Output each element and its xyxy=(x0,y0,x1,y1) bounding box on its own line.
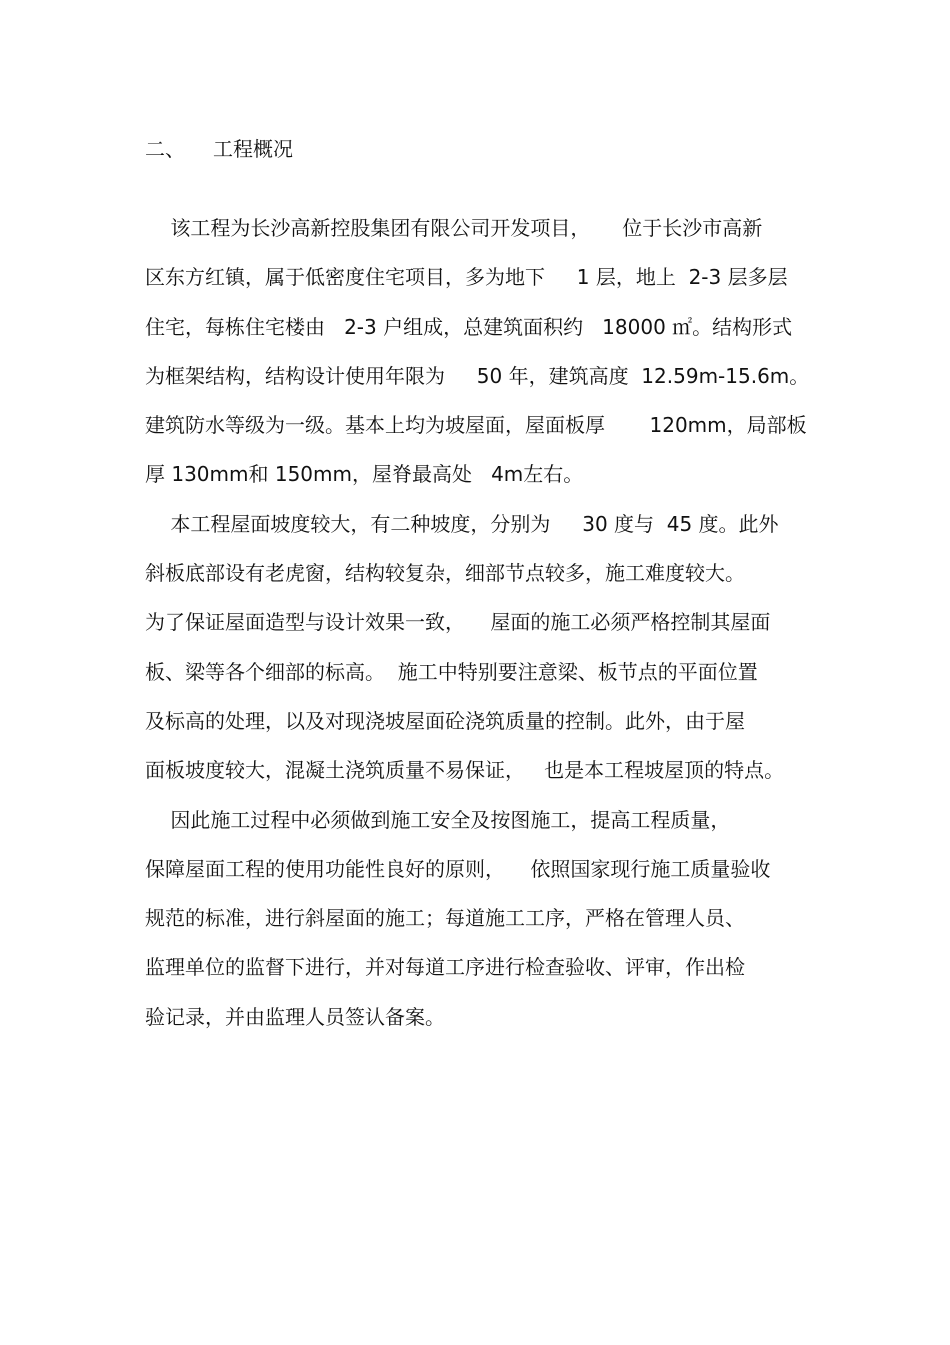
text-line: 监理单位的监督下进行，并对每道工序进行检查验收、评审，作出检 xyxy=(145,955,745,980)
text-line: 规范的标准，进行斜屋面的施工；每道施工工序，严格在管理人员、 xyxy=(145,906,745,931)
body-text xyxy=(145,210,815,1048)
text-line: 区东方红镇，属于低密度住宅项目，多为地下 1 层，地上 2-3 层多层 xyxy=(145,265,788,290)
text-line: 验记录，并由监理人员签认备案。 xyxy=(145,1004,445,1029)
section-number: 二、 xyxy=(145,137,185,161)
text-line: 该工程为长沙高新控股集团有限公司开发项目， 位于长沙市高新 xyxy=(145,216,763,240)
text-line: 为了保证屋面造型与设计效果一致， 屋面的施工必须严格控制其屋面 xyxy=(145,610,771,635)
text-line: 斜板底部设有老虎窗，结构较复杂，细部节点较多，施工难度较大。 xyxy=(145,561,745,586)
section-heading xyxy=(145,134,293,164)
text-line: 因此施工过程中必须做到施工安全及按图施工，提高工程质量， xyxy=(145,807,731,832)
text-line: 保障屋面工程的使用功能性良好的原则， 依照国家现行施工质量验收 xyxy=(145,856,771,881)
text-line: 本工程屋面坡度较大，有二种坡度，分别为 30 度与 45 度。此外 xyxy=(145,511,779,536)
text-line: 为框架结构，结构设计使用年限为 50 年，建筑高度 12.59m-15.6m。 xyxy=(145,363,810,388)
text-line: 板、梁等各个细部的标高。 施工中特别要注意梁、板节点的平面位置 xyxy=(145,659,758,684)
text-line: 及标高的处理，以及对现浇坡屋面砼浇筑质量的控制。此外，由于屋 xyxy=(145,708,745,733)
text-line: 厚 130mm和 150mm，屋脊最高处 4m左右。 xyxy=(145,462,584,487)
text-line: 住宅，每栋住宅楼由 2-3 户组成，总建筑面积约 18000 ㎡。结构形式 xyxy=(145,314,793,339)
section-title: 工程概况 xyxy=(213,137,293,161)
text-line: 建筑防水等级为一级。基本上均为坡屋面，屋面板厚 120mm，局部板 xyxy=(145,413,807,438)
text-line: 面板坡度较大，混凝土浇筑质量不易保证， 也是本工程坡屋顶的特点。 xyxy=(145,758,785,783)
